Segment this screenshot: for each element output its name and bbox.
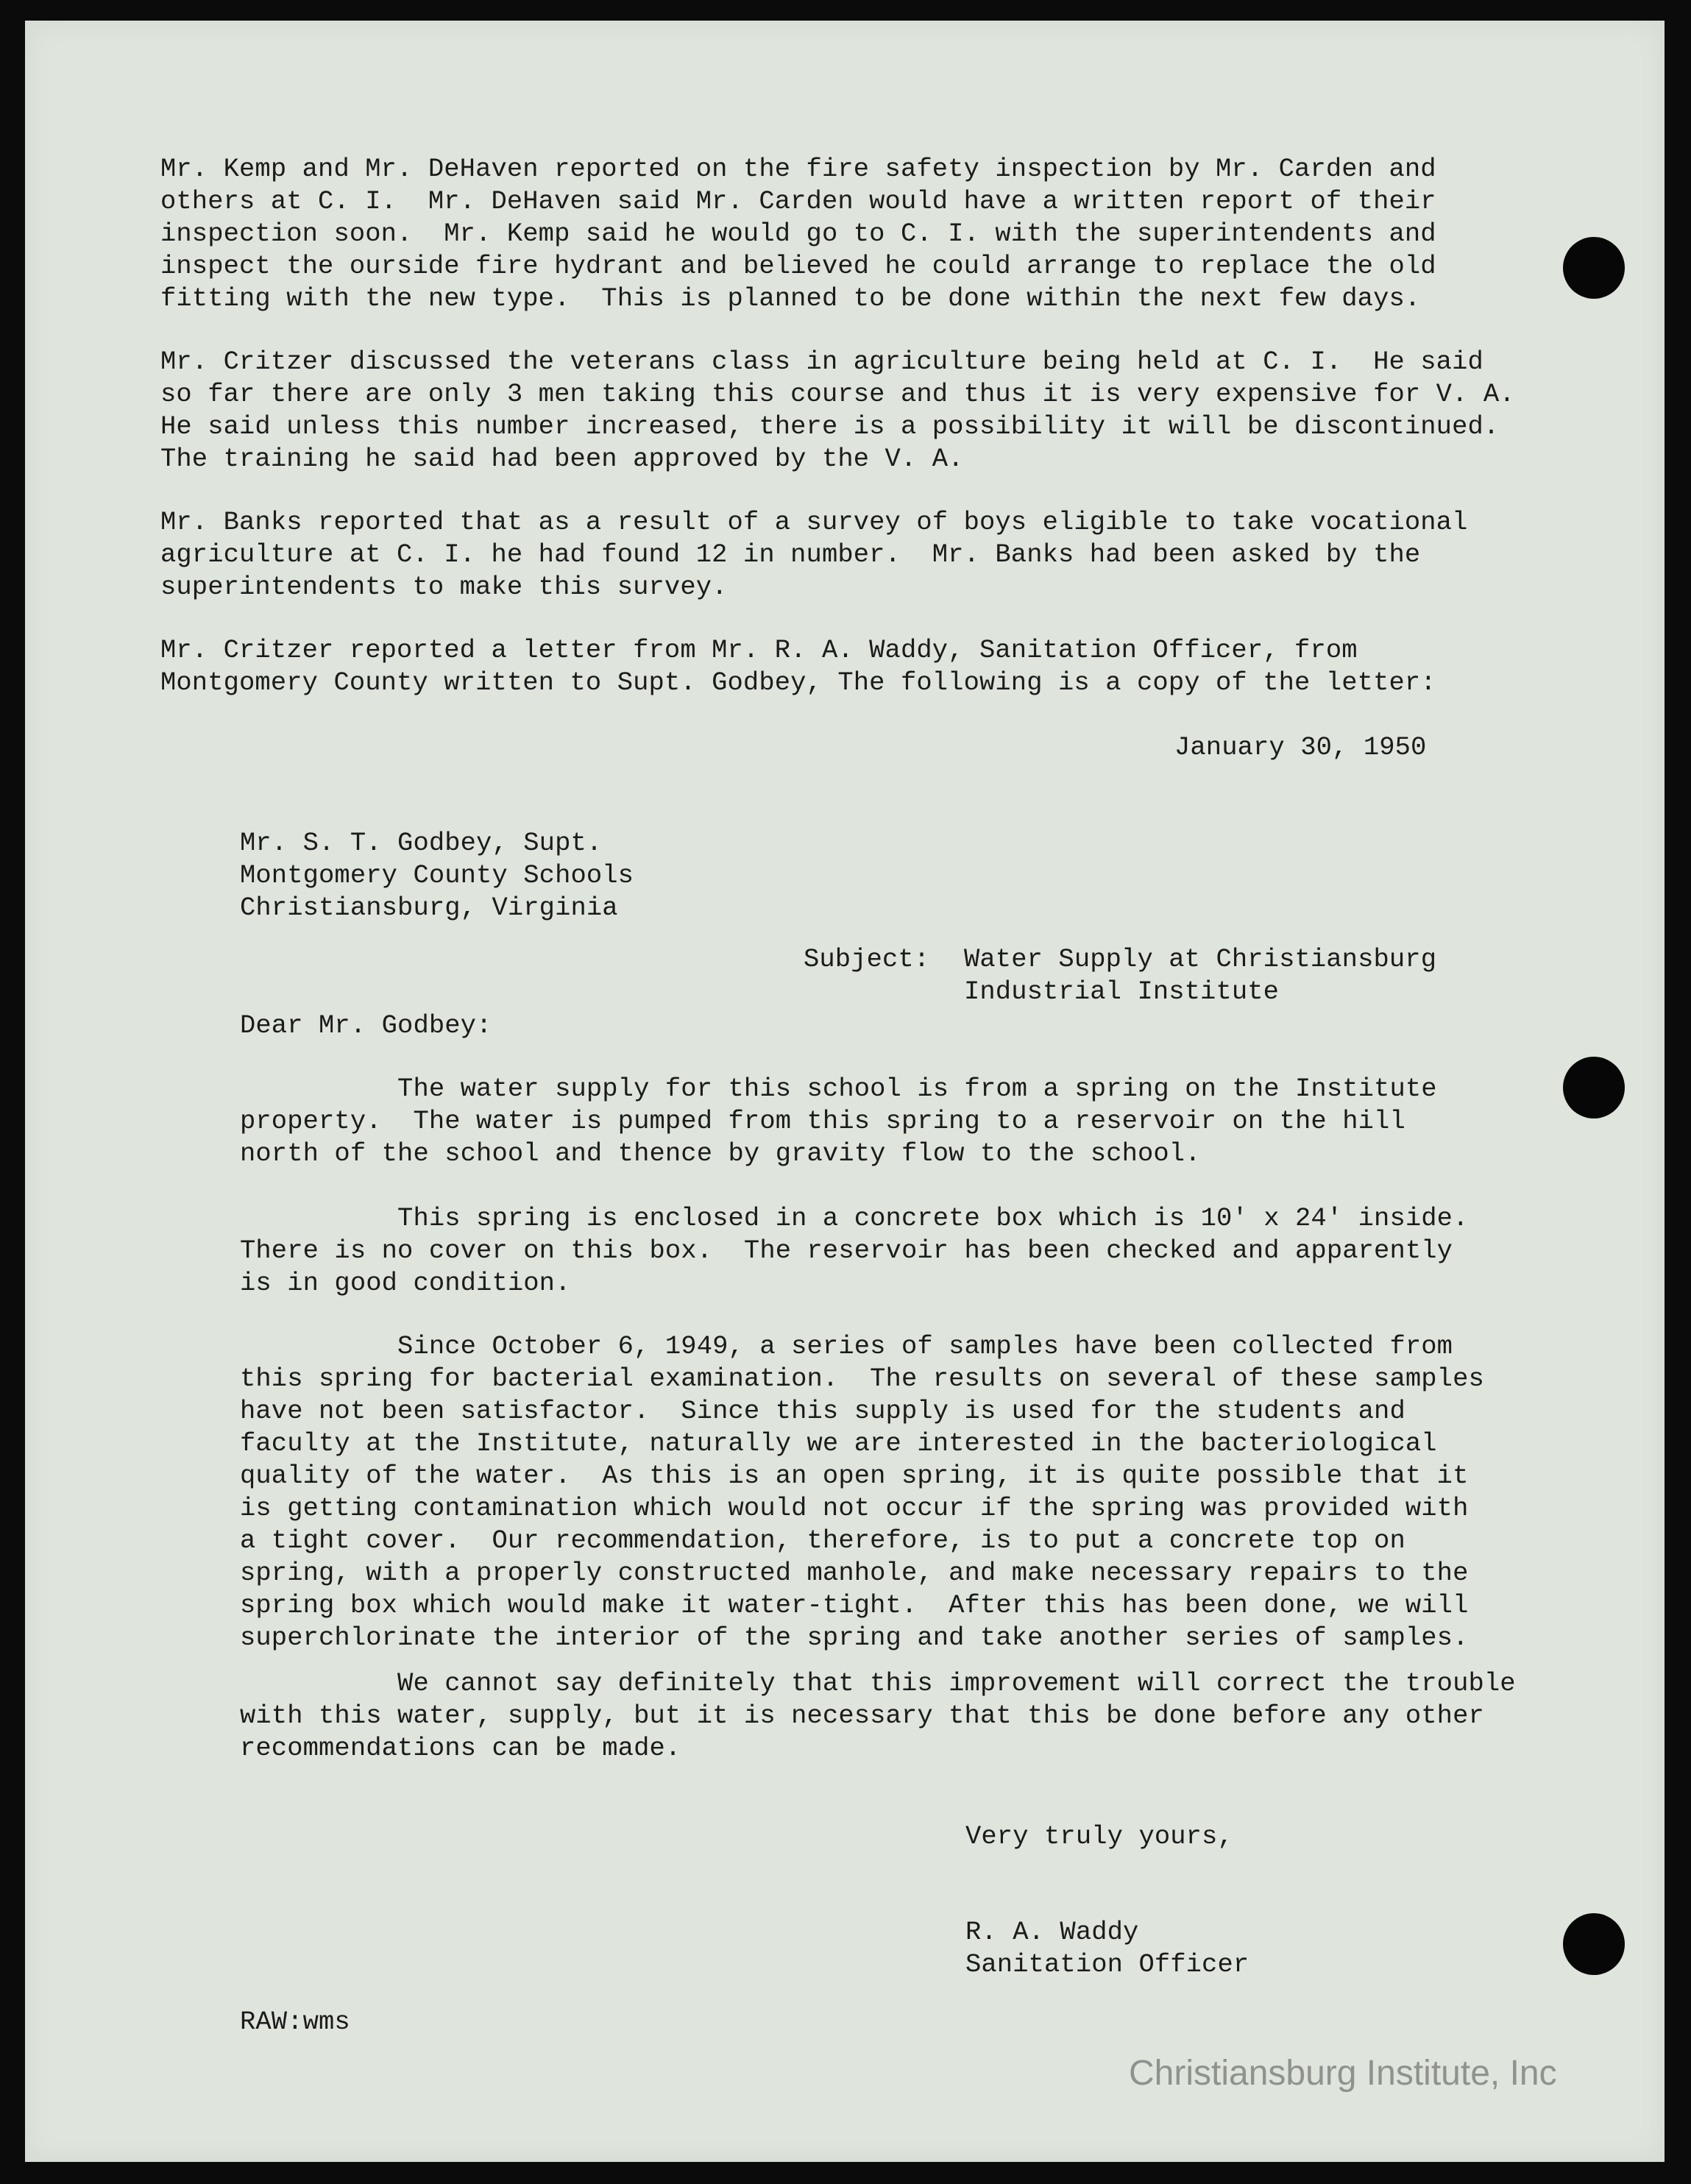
letter-paragraph: [240, 1667, 1516, 1765]
punch-hole-bottom: [1563, 1913, 1625, 1975]
letter-paragraph: [240, 1330, 1484, 1654]
text-line: There is no cover on this box. The reservoir has been checked and apparently: [240, 1235, 1453, 1266]
text-line: quality of the water. As this is an open spring, it is quite possible that it: [240, 1461, 1469, 1491]
text-line: north of the school and thence by gravity flow to the school.: [240, 1138, 1201, 1169]
text-line: is getting contamination which would not occur if the spring was provided with: [240, 1493, 1469, 1523]
signer-title: Sanitation Officer: [965, 1949, 1249, 1979]
text-line: superintendents to make this survey.: [160, 572, 728, 602]
salutation: Dear Mr. Godbey:: [240, 1010, 492, 1040]
text-line: so far there are only 3 men taking this course and thus it is very expensive for V. A.: [160, 379, 1515, 409]
closing: Very truly yours,: [965, 1821, 1233, 1851]
minutes-paragraph: [160, 506, 1468, 603]
text-line: others at C. I. Mr. DeHaven said Mr. Carden would have a written report of their: [160, 186, 1436, 216]
text-line: Mr. Kemp and Mr. DeHaven reported on the fire safety inspection by Mr. Carden and: [160, 154, 1436, 184]
text-line: agriculture at C. I. he had found 12 in number. Mr. Banks had been asked by the: [160, 539, 1421, 570]
document-page: [25, 21, 1665, 2162]
text-line: We cannot say definitely that this improvement will correct the trouble: [240, 1668, 1516, 1698]
text-line: The training he said had been approved by the V. A.: [160, 444, 964, 474]
letter-date: January 30, 1950: [1174, 732, 1427, 762]
text-line: recommendations can be made.: [240, 1733, 681, 1763]
watermark: Christiansburg Institute, Inc: [1129, 2054, 1557, 2093]
text-line: superchlorinate the interior of the spring and take another series of samples.: [240, 1623, 1469, 1653]
text-line: Water Supply at Christiansburg: [964, 944, 1437, 974]
text-line: fitting with the new type. This is planned to be done within the next few days.: [160, 283, 1421, 313]
subject-label: Subject:: [804, 944, 930, 974]
reference-initials: RAW:wms: [240, 2007, 350, 2037]
text-line: Industrial Institute: [964, 976, 1280, 1007]
punch-hole-middle: [1563, 1057, 1625, 1118]
text-line: He said unless this number increased, there is a possibility it will be discontinued.: [160, 411, 1500, 442]
subject-text: [964, 943, 1436, 1008]
text-line: Montgomery County written to Supt. Godbey, The following is a copy of the letter:: [160, 667, 1436, 698]
text-line: inspect the ourside fire hydrant and believed he could arrange to replace the old: [160, 251, 1436, 281]
text-line: Since October 6, 1949, a series of samples have been collected from: [240, 1331, 1453, 1361]
text-line: a tight cover. Our recommendation, therefore, is to put a concrete top on: [240, 1525, 1405, 1556]
minutes-paragraph: [160, 153, 1436, 315]
signer-name: R. A. Waddy: [965, 1917, 1139, 1947]
text-line: with this water, supply, but it is necessary that this be done before any other: [240, 1701, 1484, 1731]
text-line: have not been satisfactor. Since this supply is used for the students and: [240, 1396, 1405, 1426]
text-line: property. The water is pumped from this spring to a reservoir on the hill: [240, 1106, 1405, 1136]
text-line: is in good condition.: [240, 1268, 571, 1298]
text-line: spring, with a properly constructed manhole, and make necessary repairs to the: [240, 1558, 1469, 1588]
text-line: Mr. S. T. Godbey, Supt.: [240, 828, 603, 858]
text-line: Mr. Banks reported that as a result of a survey of boys eligible to take vocational: [160, 507, 1468, 537]
text-line: This spring is enclosed in a concrete box which is 10' x 24' inside.: [240, 1203, 1469, 1233]
recipient-address: [240, 827, 634, 924]
text-line: The water supply for this school is from a spring on the Institute: [240, 1074, 1437, 1104]
text-line: spring box which would make it water-tight. After this has been done, we will: [240, 1590, 1469, 1620]
minutes-paragraph: [160, 634, 1436, 699]
text-line: Christiansburg, Virginia: [240, 893, 618, 923]
letter-paragraph: [240, 1073, 1437, 1170]
text-line: Montgomery County Schools: [240, 860, 634, 890]
text-line: Mr. Critzer reported a letter from Mr. R. A. Waddy, Sanitation Officer, from: [160, 635, 1358, 665]
text-line: faculty at the Institute, naturally we are interested in the bacteriological: [240, 1428, 1437, 1458]
letter-paragraph: [240, 1202, 1468, 1300]
text-line: this spring for bacterial examination. The results on several of these samples: [240, 1364, 1484, 1394]
minutes-paragraph: [160, 346, 1515, 475]
punch-hole-top: [1563, 237, 1625, 299]
text-line: inspection soon. Mr. Kemp said he would go to C. I. with the superintendents and: [160, 219, 1436, 249]
text-line: Mr. Critzer discussed the veterans class in agriculture being held at C. I. He said: [160, 347, 1483, 377]
